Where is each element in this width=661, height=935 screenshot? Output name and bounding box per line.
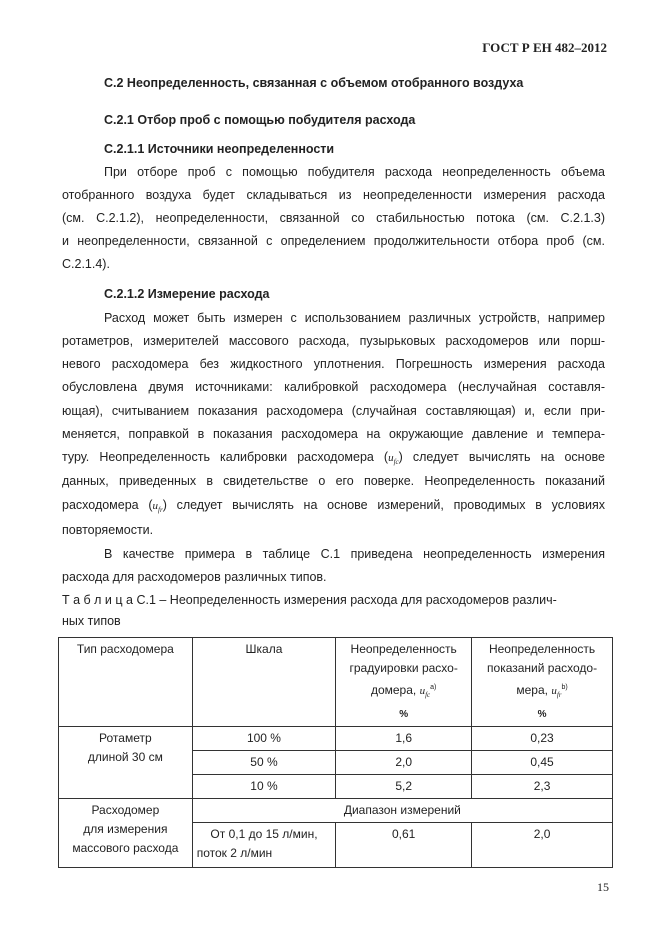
cal-cell: 5,2 [336,775,472,799]
symbol-u-fr: $u_{fr}$ [152,500,163,515]
header-cal: Неопределенность градуировки расхо- домера, $u_{fc}^{а)}$ % [336,638,472,727]
text-line: ющая), считыванием показания расходомера (случайная составляющая) и, если при- [62,404,605,418]
text-line: С.2.1.4). [62,257,110,271]
text-line: обусловлена двумя источниками: калибровкой расходомера (неслучайная составля- [62,380,605,394]
flow-uncertainty-table [58,637,613,868]
text-fragment: туру. Неопределенность калибровки расходомера ( [62,450,389,464]
table-row [59,727,613,751]
text-line: В качестве примера в таблице С.1 приведена неопределенность измерения [104,547,605,561]
text-line: ротаметров, измерителей массового расхода, пузырьковых расходомеров или порш- [62,334,605,348]
text-line: Расход может быть измерен с использованием различных устройств, например [104,311,605,325]
text-fragment: ) следует вычислять на основе [398,450,605,464]
page-number: 15 [597,880,609,894]
text-line: данных, приведенных в свидетельстве о его поверке. Неопределенность показаний [62,474,605,488]
header-scale: Шкала [192,638,335,727]
section-c211-title: С.2.1.1 Источники неопределенности [104,142,335,156]
table-caption: Т а б л и ц а С.1 – Неопределенность измерения расхода для расходомеров различ- [62,593,557,607]
mass-flow-type: Расходомер для измерения массового расхода [59,799,193,868]
text-line: отобранного воздуха будет складываться из неопределенности измерения расхода [62,188,605,202]
text-fragment: ) следует вычислять на основе измерений, проводимых в условиях [162,498,605,512]
read-cell: 0,45 [472,751,613,775]
section-c21-title: С.2.1 Отбор проб с помощью побудителя расхода [104,113,416,127]
text-line: невого расходомера без жидкостного уплотнения. Погрешность измерения расхода [62,357,605,371]
table-caption-cont: ных типов [62,614,121,628]
read-cell: 2,3 [472,775,613,799]
text-line [62,494,605,517]
table-header-row [59,638,613,727]
text-line [62,446,605,469]
text-line: и неопределенности, связанной с определением продолжительности отбора проб (см. [62,234,605,248]
scale-cell: 50 % [192,751,335,775]
scale-cell: От 0,1 до 15 л/мин, поток 2 л/мин [192,823,335,868]
standard-number: ГОСТ Р ЕН 482–2012 [482,40,607,55]
symbol-u-fc: $u_{fc}$ [388,452,399,467]
section-c212-title: С.2.1.2 Измерение расхода [104,287,270,301]
header-read: Неопределенность показаний расходо- мера, $u_{fr}^{b)}$ % [472,638,613,727]
text-line: повторяемости. [62,523,154,537]
text-fragment: расходомера ( [62,498,153,512]
cal-cell: 2,0 [336,751,472,775]
text-line: (см. С.2.1.2), неопределенности, связанной со стабильностью потока (см. С.2.1.3) [62,211,605,225]
cal-cell: 1,6 [336,727,472,751]
section-c2-title: С.2 Неопределенность, связанная с объемом отобранного воздуха [104,76,524,90]
range-label: Диапазон измерений [192,799,612,823]
read-cell: 2,0 [472,823,613,868]
read-cell: 0,23 [472,727,613,751]
text-line: При отборе проб с помощью побудителя расхода неопределенность объема [104,165,605,179]
rotameter-type: Ротаметр длиной 30 см [59,727,193,799]
scale-cell: 10 % [192,775,335,799]
scale-cell: 100 % [192,727,335,751]
text-line: меняется, поправкой в показания расходомера на окружающие давление и темпера- [62,427,605,441]
table-row [59,799,613,823]
text-line: расхода для расходомеров различных типов. [62,570,327,584]
header-type: Тип расходомера [59,638,193,727]
cal-cell: 0,61 [336,823,472,868]
